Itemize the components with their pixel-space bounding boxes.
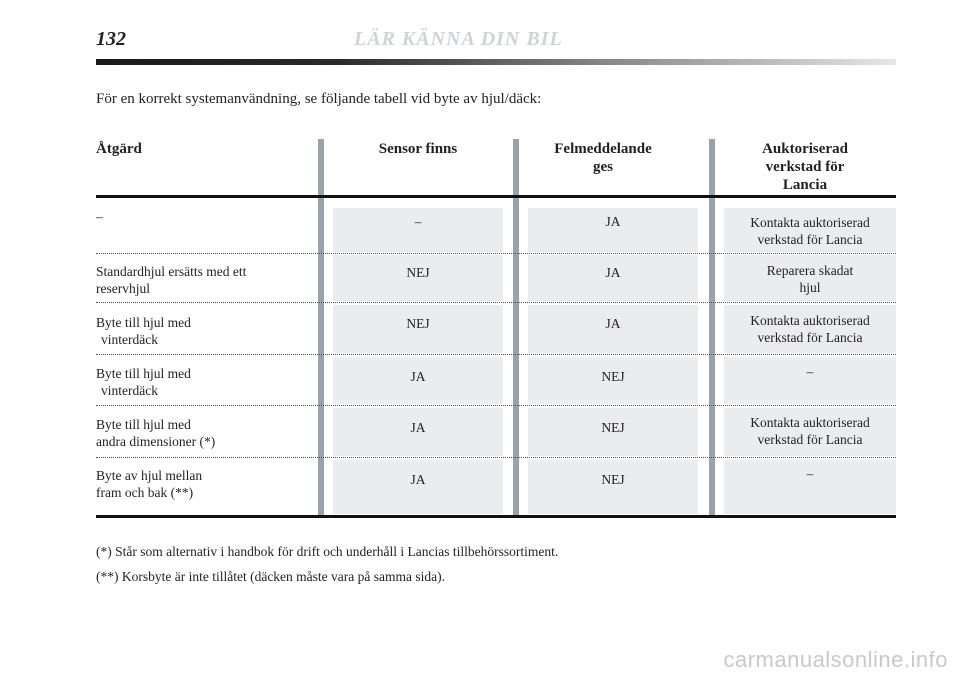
- action-line: Byte till hjul med: [96, 417, 191, 432]
- auktoriserad-line: –: [806, 364, 814, 379]
- watermark: carmanualsonline.info: [723, 647, 948, 672]
- action-line: Byte till hjul med: [96, 315, 191, 330]
- action-line: andra dimensioner (*): [96, 434, 216, 449]
- header-line: Åtgärd: [96, 141, 142, 157]
- row-sensor: –: [414, 214, 422, 229]
- auktoriserad-line: –: [806, 466, 814, 481]
- action-line: reservhjul: [96, 281, 150, 296]
- auktoriserad-line: verkstad för Lancia: [757, 432, 863, 447]
- row-divider: [96, 457, 896, 458]
- action-line: Byte till hjul med: [96, 366, 191, 381]
- row-action: [96, 208, 306, 225]
- row-action: [96, 467, 306, 501]
- header-bottom-rule: [96, 195, 896, 198]
- row-felmeddelande: NEJ: [601, 472, 625, 487]
- footnote-double-asterisk: (**) Korsbyte är inte tillåtet (däcken måste vara på samma sida).: [96, 569, 445, 584]
- header-atgard: [96, 140, 306, 158]
- table-bottom-rule: [96, 515, 896, 518]
- header-sensor-finns: [333, 140, 503, 158]
- header-line: verkstad för: [765, 159, 845, 175]
- row-felmeddelande: NEJ: [601, 369, 625, 384]
- running-title: LÄR KÄNNA DIN BIL: [354, 28, 563, 50]
- auktoriserad-line: verkstad för Lancia: [757, 330, 863, 345]
- auktoriserad-line: Reparera skadat: [766, 263, 854, 278]
- row-auktoriserad: [724, 414, 896, 448]
- row-sensor: NEJ: [406, 265, 430, 280]
- header-line: ges: [593, 159, 613, 175]
- action-line: –: [96, 209, 103, 224]
- header-line: Auktoriserad: [762, 141, 848, 157]
- row-felmeddelande: NEJ: [601, 420, 625, 435]
- action-line: Standardhjul ersätts med ett: [96, 264, 247, 279]
- row-auktoriserad: [724, 363, 896, 380]
- row-auktoriserad: [724, 214, 896, 248]
- row-divider: [96, 302, 896, 303]
- row-divider: [96, 354, 896, 355]
- action-line: vinterdäck: [101, 383, 158, 398]
- header-auktoriserad: [714, 140, 896, 194]
- auktoriserad-line: Kontakta auktoriserad: [750, 415, 870, 430]
- row-divider: [96, 253, 896, 254]
- action-line: Byte av hjul mellan: [96, 468, 203, 483]
- page-number: 132: [96, 28, 126, 50]
- row-auktoriserad: [724, 312, 896, 346]
- row-felmeddelande: JA: [605, 316, 621, 331]
- row-felmeddelande: JA: [605, 265, 621, 280]
- header-rule: [96, 59, 896, 65]
- intro-text: För en korrekt systemanvändning, se följande tabell vid byte av hjul/däck:: [96, 91, 542, 107]
- header-line: Felmeddelande: [554, 141, 652, 157]
- header-line: Sensor finns: [378, 141, 458, 157]
- row-sensor: NEJ: [406, 316, 430, 331]
- row-action: [96, 314, 306, 348]
- row-felmeddelande: JA: [605, 214, 621, 229]
- action-line: fram och bak (**): [96, 485, 194, 500]
- auktoriserad-line: hjul: [799, 280, 821, 295]
- row-sensor: JA: [410, 472, 426, 487]
- row-auktoriserad: [724, 465, 896, 482]
- row-action: [96, 416, 306, 450]
- row-sensor: JA: [410, 369, 426, 384]
- row-action: [96, 365, 306, 399]
- row-sensor: JA: [410, 420, 426, 435]
- header-felmeddelande: [518, 140, 688, 176]
- row-divider: [96, 405, 896, 406]
- action-line: vinterdäck: [101, 332, 158, 347]
- row-action: [96, 263, 306, 297]
- auktoriserad-line: verkstad för Lancia: [757, 232, 863, 247]
- footnote-single-asterisk: (*) Står som alternativ i handbok för drift och underhåll i Lancias tillbehörssortiment.: [96, 544, 559, 559]
- header-line: Lancia: [782, 177, 828, 193]
- auktoriserad-line: Kontakta auktoriserad: [750, 215, 870, 230]
- auktoriserad-line: Kontakta auktoriserad: [750, 313, 870, 328]
- row-auktoriserad: [724, 262, 896, 296]
